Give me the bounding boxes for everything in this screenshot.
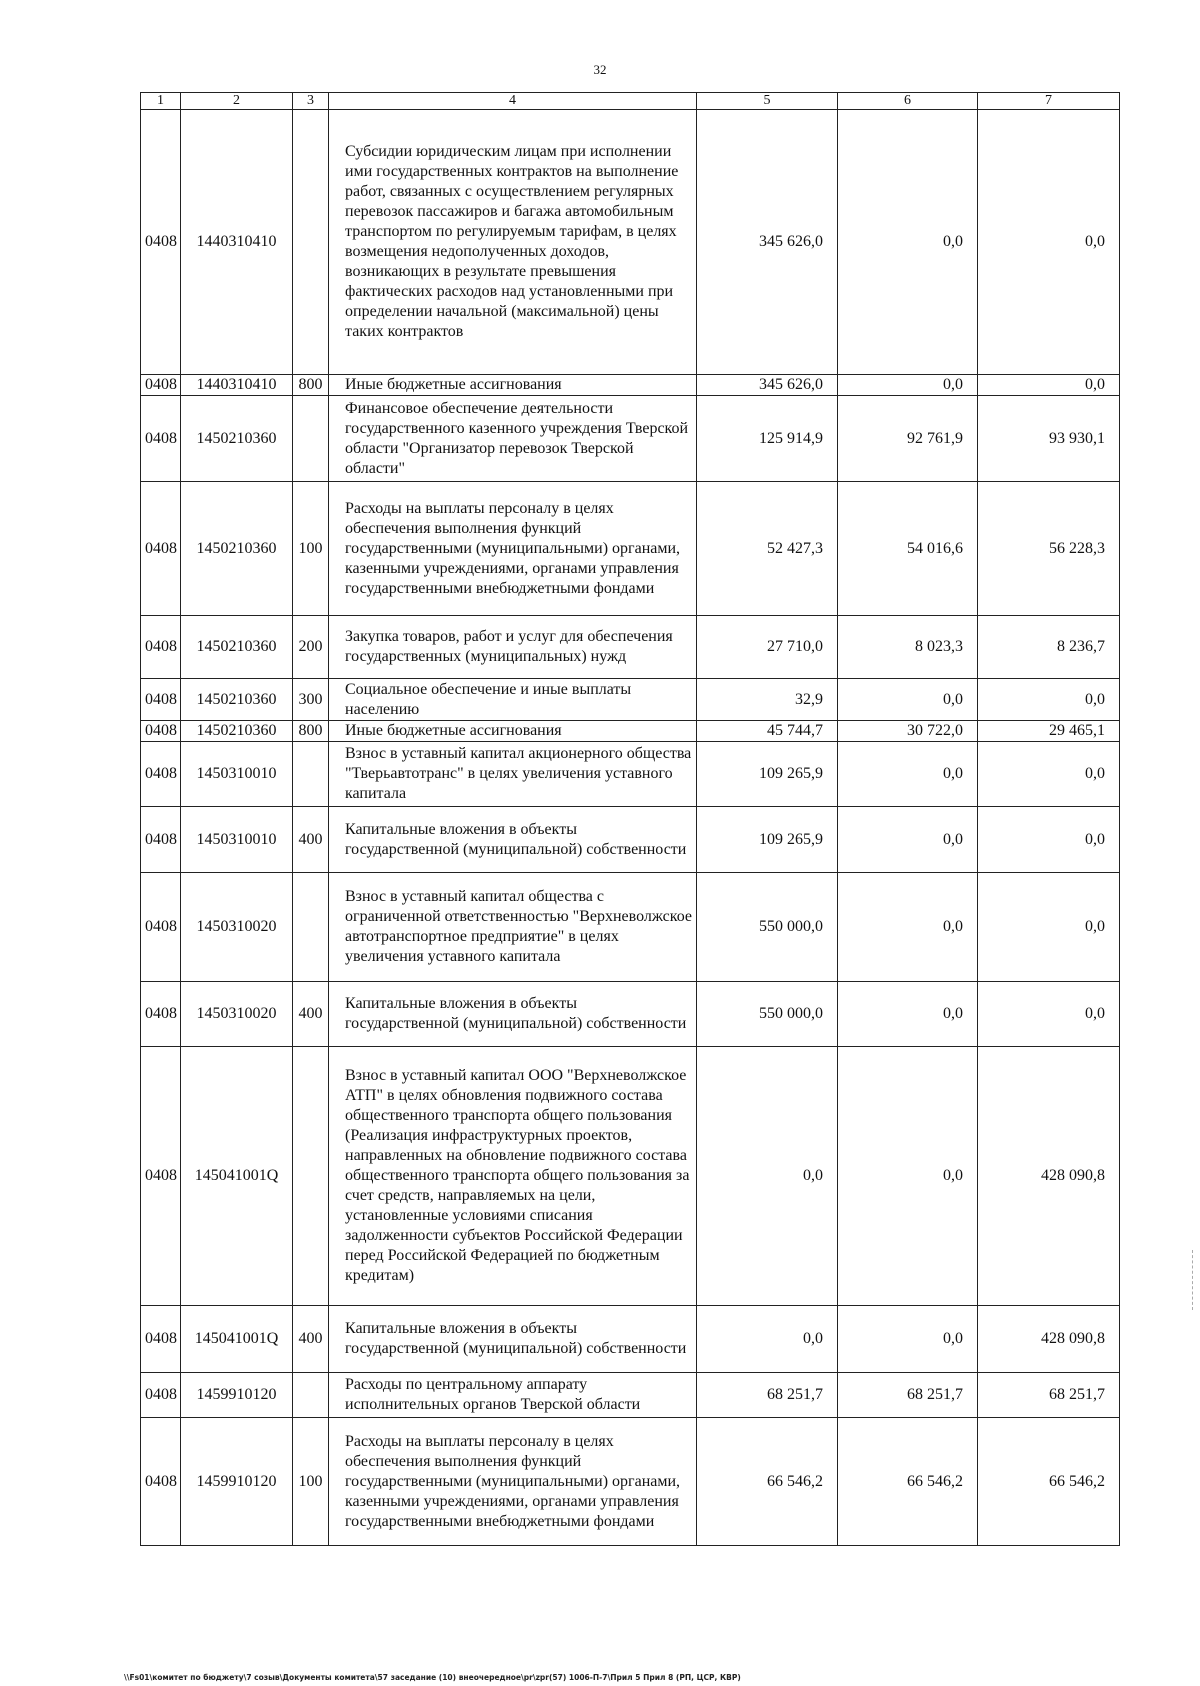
value-col-6: 8 023,3 [838,616,978,679]
table-row [141,482,1120,616]
value-col-6: 0,0 [838,1047,978,1306]
value-col-7: 93 930,1 [978,396,1120,482]
description-cell: Капитальные вложения в объекты государственной (муниципальной) собственности [329,1306,697,1373]
kvr-cell: 400 [293,982,329,1047]
value-col-5: 45 744,7 [697,721,838,742]
section-cell: 0408 [141,742,181,807]
value-col-6: 0,0 [838,679,978,721]
section-cell: 0408 [141,375,181,396]
section-cell: 0408 [141,807,181,873]
header-col-4: 4 [329,93,697,110]
section-cell: 0408 [141,110,181,375]
page-number: 32 [593,62,607,77]
table-row [141,873,1120,982]
description-cell: Социальное обеспечение и иные выплаты населению [329,679,697,721]
value-col-6: 0,0 [838,982,978,1047]
csr-cell: 1450210360 [181,679,293,721]
kvr-cell: 800 [293,721,329,742]
section-cell: 0408 [141,873,181,982]
csr-cell: 1459910120 [181,1418,293,1546]
value-col-7: 428 090,8 [978,1047,1120,1306]
section-cell: 0408 [141,1418,181,1546]
value-col-5: 550 000,0 [697,982,838,1047]
value-col-5: 66 546,2 [697,1418,838,1546]
footer-file-path: \\Fs01\комитет по бюджету\7 созыв\Документы комитета\57 заседание (10) внеочередное\pr\zpr(57) 1006-П-7\Прил 5 Прил 8 (РП, ЦСР, КВР) [124,1673,741,1682]
value-col-7: 0,0 [978,110,1120,375]
value-col-5: 345 626,0 [697,375,838,396]
value-col-6: 0,0 [838,807,978,873]
csr-cell: 1450310020 [181,873,293,982]
section-cell: 0408 [141,679,181,721]
value-col-6: 0,0 [838,1306,978,1373]
section-cell: 0408 [141,1373,181,1418]
value-col-7: 0,0 [978,742,1120,807]
description-cell: Закупка товаров, работ и услуг для обеспечения государственных (муниципальных) нужд [329,616,697,679]
section-cell: 0408 [141,982,181,1047]
value-col-7: 0,0 [978,807,1120,873]
value-col-7: 0,0 [978,375,1120,396]
scan-edge-mark [1192,1250,1194,1310]
csr-cell: 1450210360 [181,482,293,616]
kvr-cell [293,396,329,482]
value-col-7: 0,0 [978,679,1120,721]
value-col-6: 68 251,7 [838,1373,978,1418]
value-col-7: 428 090,8 [978,1306,1120,1373]
value-col-5: 32,9 [697,679,838,721]
value-col-7: 0,0 [978,873,1120,982]
kvr-cell: 100 [293,1418,329,1546]
value-col-7: 29 465,1 [978,721,1120,742]
table-row [141,982,1120,1047]
value-col-5: 0,0 [697,1306,838,1373]
section-cell: 0408 [141,396,181,482]
value-col-6: 0,0 [838,110,978,375]
header-col-2: 2 [181,93,293,110]
csr-cell: 1450210360 [181,396,293,482]
value-col-6: 92 761,9 [838,396,978,482]
csr-cell: 1440310410 [181,375,293,396]
table-row [141,1306,1120,1373]
description-cell: Расходы по центральному аппарату исполнительных органов Тверской области [329,1373,697,1418]
section-cell: 0408 [141,721,181,742]
budget-table [140,92,1120,1546]
table-row [141,375,1120,396]
header-row [141,93,1120,110]
table-row [141,807,1120,873]
header-col-1: 1 [141,93,181,110]
csr-cell: 145041001Q [181,1306,293,1373]
description-cell: Финансовое обеспечение деятельности государственного казенного учреждения Тверской области "Организатор перевозок Тверской области" [329,396,697,482]
description-cell: Взнос в уставный капитал общества с ограниченной ответственностью "Верхневолжское автотранспортное предприятие" в целях увеличения уставного капитала [329,873,697,982]
table-row [141,1373,1120,1418]
section-cell: 0408 [141,1306,181,1373]
kvr-cell [293,1047,329,1306]
kvr-cell: 800 [293,375,329,396]
kvr-cell [293,873,329,982]
header-col-7: 7 [978,93,1120,110]
value-col-7: 66 546,2 [978,1418,1120,1546]
kvr-cell [293,742,329,807]
kvr-cell: 200 [293,616,329,679]
csr-cell: 1450310010 [181,807,293,873]
csr-cell: 1459910120 [181,1373,293,1418]
value-col-6: 0,0 [838,873,978,982]
description-cell: Капитальные вложения в объекты государственной (муниципальной) собственности [329,807,697,873]
value-col-5: 52 427,3 [697,482,838,616]
section-cell: 0408 [141,1047,181,1306]
table-row [141,679,1120,721]
table-row [141,721,1120,742]
description-cell: Субсидии юридическим лицам при исполнении ими государственных контрактов на выполнение работ, связанных с осуществлением регулярных перевозок пассажиров и багажа автомобильным транспортом по регулируемым тарифам, в целях возмещения недополученных доходов, возникающих в результате превышения фактических расходов над установленными при определении начальной (максимальной) цены таких контрактов [329,110,697,375]
kvr-cell: 400 [293,807,329,873]
value-col-5: 68 251,7 [697,1373,838,1418]
header-col-6: 6 [838,93,978,110]
table-row [141,396,1120,482]
value-col-7: 8 236,7 [978,616,1120,679]
description-cell: Взнос в уставный капитал акционерного общества "Тверьавтотранс" в целях увеличения уставного капитала [329,742,697,807]
description-cell: Иные бюджетные ассигнования [329,721,697,742]
table-row [141,742,1120,807]
value-col-6: 0,0 [838,375,978,396]
table-row [141,1047,1120,1306]
value-col-5: 345 626,0 [697,110,838,375]
section-cell: 0408 [141,616,181,679]
section-cell: 0408 [141,482,181,616]
value-col-6: 54 016,6 [838,482,978,616]
csr-cell: 1450210360 [181,721,293,742]
value-col-6: 0,0 [838,742,978,807]
kvr-cell [293,1373,329,1418]
value-col-7: 68 251,7 [978,1373,1120,1418]
description-cell: Взнос в уставный капитал ООО "Верхневолжское АТП" в целях обновления подвижного состава общественного транспорта общего пользования (Реализация инфраструктурных проектов, направленных на обновление подвижного состава общественного транспорта общего пользования за счет средств, направляемых на цели, установленные условиями списания задолженности субъектов Российской Федерации перед Российской Федерацией по бюджетным кредитам) [329,1047,697,1306]
kvr-cell: 400 [293,1306,329,1373]
table-row [141,110,1120,375]
value-col-5: 550 000,0 [697,873,838,982]
header-col-5: 5 [697,93,838,110]
csr-cell: 1440310410 [181,110,293,375]
csr-cell: 145041001Q [181,1047,293,1306]
description-cell: Капитальные вложения в объекты государственной (муниципальной) собственности [329,982,697,1047]
table-row [141,616,1120,679]
value-col-6: 66 546,2 [838,1418,978,1546]
header-col-3: 3 [293,93,329,110]
value-col-5: 27 710,0 [697,616,838,679]
value-col-5: 0,0 [697,1047,838,1306]
description-cell: Расходы на выплаты персоналу в целях обеспечения выполнения функций государственными (муниципальными) органами, казенными учреждениями, органами управления государственными внебюджетными фондами [329,482,697,616]
value-col-6: 30 722,0 [838,721,978,742]
value-col-7: 0,0 [978,982,1120,1047]
kvr-cell: 300 [293,679,329,721]
value-col-5: 125 914,9 [697,396,838,482]
value-col-5: 109 265,9 [697,807,838,873]
description-cell: Иные бюджетные ассигнования [329,375,697,396]
table-row [141,1418,1120,1546]
csr-cell: 1450310010 [181,742,293,807]
value-col-5: 109 265,9 [697,742,838,807]
value-col-7: 56 228,3 [978,482,1120,616]
kvr-cell: 100 [293,482,329,616]
description-cell: Расходы на выплаты персоналу в целях обеспечения выполнения функций государственными (муниципальными) органами, казенными учреждениями, органами управления государственными внебюджетными фондами [329,1418,697,1546]
kvr-cell [293,110,329,375]
csr-cell: 1450310020 [181,982,293,1047]
csr-cell: 1450210360 [181,616,293,679]
